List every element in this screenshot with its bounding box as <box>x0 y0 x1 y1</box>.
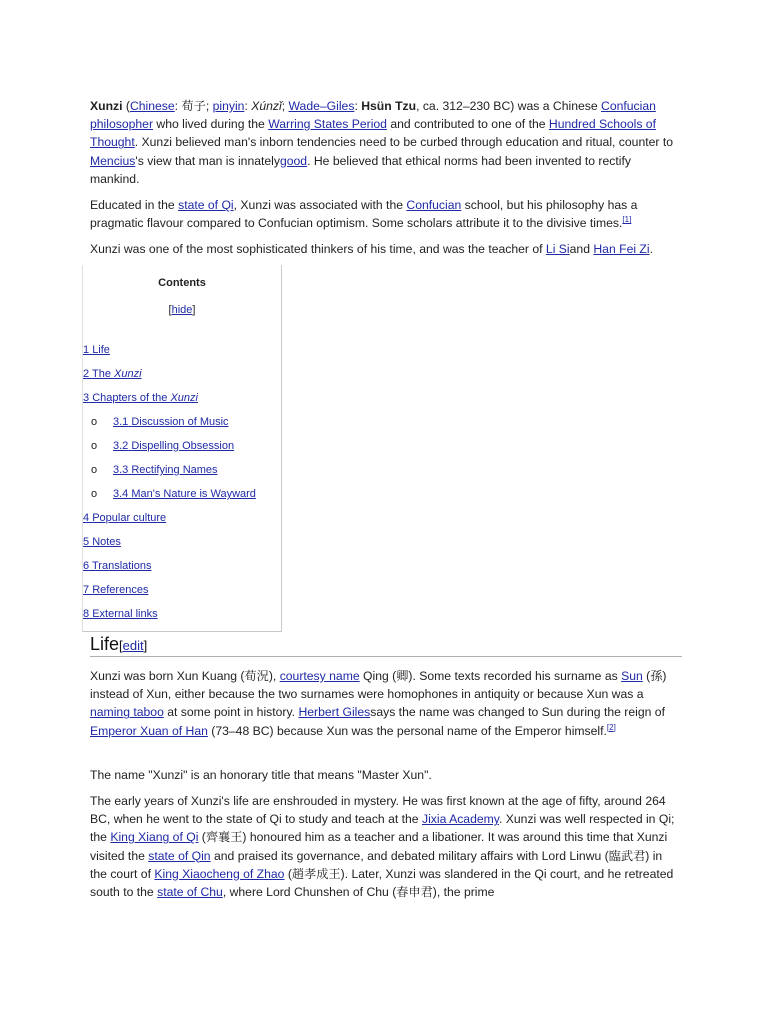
text-run: Educated in the <box>90 198 179 212</box>
italic-term: Xúnzǐ <box>251 99 282 113</box>
text-run: : 荀子; <box>174 99 213 113</box>
bracket: ] <box>192 304 196 316</box>
text-run: Xunzi was one of the most sophisticated thinkers of his time, and was the teacher of <box>90 242 546 256</box>
link-state-of-qin[interactable]: state of Qin <box>148 848 211 863</box>
toc-number: 6 <box>83 560 90 572</box>
toc-item-names[interactable] <box>91 464 218 476</box>
toc-item-music[interactable] <box>91 416 229 428</box>
text-run: Xunzi was born Xun Kuang (荀況), <box>90 669 280 683</box>
toc-number: 3.3 <box>113 464 129 476</box>
heading-title: Life <box>90 634 120 654</box>
text-run: who lived during the <box>153 117 269 132</box>
text-run: (孫) instead of Xun, either because the two surnames were homophones in antiquity or because Xun was a <box>90 669 667 702</box>
toc-label: Rectifying Names <box>131 464 218 476</box>
link-philosopher[interactable]: philosopher <box>90 117 154 132</box>
link-naming-taboo[interactable]: naming taboo <box>90 705 164 720</box>
toc-item-nature[interactable] <box>91 488 256 500</box>
citation-1[interactable]: [1] <box>622 215 632 225</box>
toc-label-italic: Xunzi <box>114 368 142 380</box>
text-run: at some point in history. <box>163 705 299 720</box>
link-warring-states[interactable]: Warring States Period <box>268 117 387 132</box>
link-wade-giles[interactable]: Wade–Giles <box>288 99 355 113</box>
section-heading-life <box>90 633 682 657</box>
link-pinyin[interactable]: pinyin <box>212 99 245 113</box>
link-king-xiang[interactable]: King Xiang of Qi <box>110 830 199 845</box>
toc-hide-link[interactable]: hide <box>171 304 193 316</box>
toc-item-notes[interactable] <box>83 536 121 548</box>
text-run: (73–48 BC) because Xun was the personal name of the Emperor himself. <box>207 723 607 738</box>
text-run: and <box>569 242 594 256</box>
toc-label: The <box>91 368 114 380</box>
bold-term: Xunzi <box>90 99 123 113</box>
education-paragraph <box>90 196 682 232</box>
link-confucian[interactable]: Confucian <box>601 99 656 113</box>
toc-item-the-xunzi[interactable] <box>83 368 142 380</box>
bracket: [ <box>168 304 172 316</box>
toc-label: Popular culture <box>92 512 167 524</box>
toc-item-translations[interactable] <box>83 560 152 572</box>
toc-label: Translations <box>91 560 152 572</box>
text-run: , where Lord Chunshen of Chu (春申君), the prime <box>222 885 495 900</box>
intro-paragraph <box>90 97 682 188</box>
toc-number: 8 <box>83 608 90 620</box>
toc-label: Chapters of the <box>92 392 171 404</box>
text-run: : <box>354 99 362 113</box>
text-run: Qing (卿). Some texts recorded his surname as <box>359 669 622 683</box>
toc-label: Man's Nature is Wayward <box>131 488 256 500</box>
toc-label: Dispelling Obsession <box>131 440 235 452</box>
text-run: . Xunzi believed man's inborn tendencies need to be curbed through education and ritual, counter to <box>134 135 673 150</box>
text-run: ( <box>122 99 130 113</box>
edit-link[interactable]: edit <box>122 638 144 653</box>
text-run: . <box>649 242 653 256</box>
toc-bullet: o <box>91 416 98 428</box>
link-state-of-qi[interactable]: state of Qi <box>178 198 234 212</box>
text-run: (趙孝成王). Later, Xunzi was slandered in the Qi court, and he retreated south to the <box>90 866 674 900</box>
toc-item-references[interactable] <box>83 584 148 596</box>
table-of-contents <box>82 265 282 632</box>
name-paragraph <box>90 766 682 784</box>
link-mencius[interactable]: Mencius <box>90 153 136 168</box>
text-run: The name "Xunzi" is an honorary title that means "Master Xun". <box>90 768 432 782</box>
bold-term: Hsün Tzu <box>361 99 417 113</box>
toc-label: External links <box>92 608 158 620</box>
link-han-fei-zi[interactable]: Han Fei Zi <box>593 242 650 256</box>
link-hundred-schools[interactable]: Hundred Schools of Thought <box>90 117 656 150</box>
citation-2[interactable]: [2] <box>606 722 616 732</box>
toc-label-italic: Xunzi <box>170 392 198 404</box>
edit-section <box>119 638 147 653</box>
link-sun[interactable]: Sun <box>621 669 643 683</box>
toc-label: Notes <box>92 536 121 548</box>
text-run: 's view that man is innately <box>135 153 280 168</box>
link-king-xiaocheng[interactable]: King Xiaocheng of Zhao <box>154 866 285 881</box>
toc-number: 3.2 <box>113 440 129 452</box>
toc-item-chapters[interactable] <box>83 392 198 404</box>
text-run: : <box>244 99 252 113</box>
text-run: says the name was changed to Sun during the reign of <box>370 705 665 720</box>
link-courtesy-name[interactable]: courtesy name <box>279 669 360 683</box>
toc-title: Contents <box>158 277 206 289</box>
toc-number: 5 <box>83 536 90 548</box>
toc-label: References <box>92 584 149 596</box>
text-run: . He believed that ethical norms had been invented to rectify mankind. <box>90 153 631 186</box>
toc-item-obsession[interactable] <box>91 440 234 452</box>
text-run: (齊襄王) honoured him as a teacher and a libationer. It was around this time that Xunzi visited the <box>90 830 668 863</box>
bracket: [ <box>119 638 123 653</box>
toc-label: Life <box>92 344 110 356</box>
link-li-si[interactable]: Li Si <box>545 242 570 256</box>
text-run: The early years of Xunzi's life are enshrouded in mystery. He was first known at the age of fifty, around 264 BC, when he went to the state of Qi to study and teach at the <box>90 794 666 827</box>
early-years-paragraph <box>90 792 682 901</box>
text-run: , ca. 312–230 BC) was a Chinese <box>416 99 602 113</box>
toc-hide-toggle <box>83 304 281 316</box>
bracket: ] <box>143 638 148 653</box>
teacher-paragraph <box>90 240 682 258</box>
toc-number: 4 <box>83 512 90 524</box>
text-run: ; <box>281 99 289 113</box>
link-herbert-giles[interactable]: Herbert Giles <box>298 705 371 720</box>
toc-bullet: o <box>91 488 98 500</box>
toc-number: 3.4 <box>113 488 129 500</box>
toc-item-life[interactable] <box>83 344 110 356</box>
link-confucian-school[interactable]: Confucian <box>406 198 462 212</box>
link-jixia-academy[interactable]: Jixia Academy <box>421 812 499 827</box>
text-run: and contributed to one of the <box>386 117 549 132</box>
toc-label: Discussion of Music <box>131 416 229 428</box>
toc-number: 2 <box>83 368 90 380</box>
text-run: and praised its governance, and debated military affairs with Lord Linwu (臨武君) in the court of <box>90 848 663 881</box>
text-run: . Xunzi was well respected in Qi; the <box>90 812 675 845</box>
toc-number: 1 <box>83 344 90 356</box>
toc-number: 3.1 <box>113 416 129 428</box>
text-run: , Xunzi was associated with the <box>233 198 407 212</box>
text-run: school, but his philosophy has a pragmatic flavour compared to Confucian optimism. Some scholars attribute it to the divisive times. <box>90 198 638 231</box>
link-emperor-xuan[interactable]: Emperor Xuan of Han <box>90 723 208 738</box>
toc-bullet: o <box>91 464 98 476</box>
link-chinese[interactable]: Chinese <box>129 99 175 113</box>
toc-bullet: o <box>91 440 98 452</box>
toc-number: 3 <box>83 392 90 404</box>
toc-item-popular-culture[interactable] <box>83 512 166 524</box>
toc-item-external-links[interactable] <box>83 608 158 620</box>
link-good[interactable]: good <box>279 153 308 168</box>
link-state-of-chu[interactable]: state of Chu <box>157 885 223 900</box>
birth-paragraph <box>90 667 682 740</box>
toc-number: 7 <box>83 584 90 596</box>
